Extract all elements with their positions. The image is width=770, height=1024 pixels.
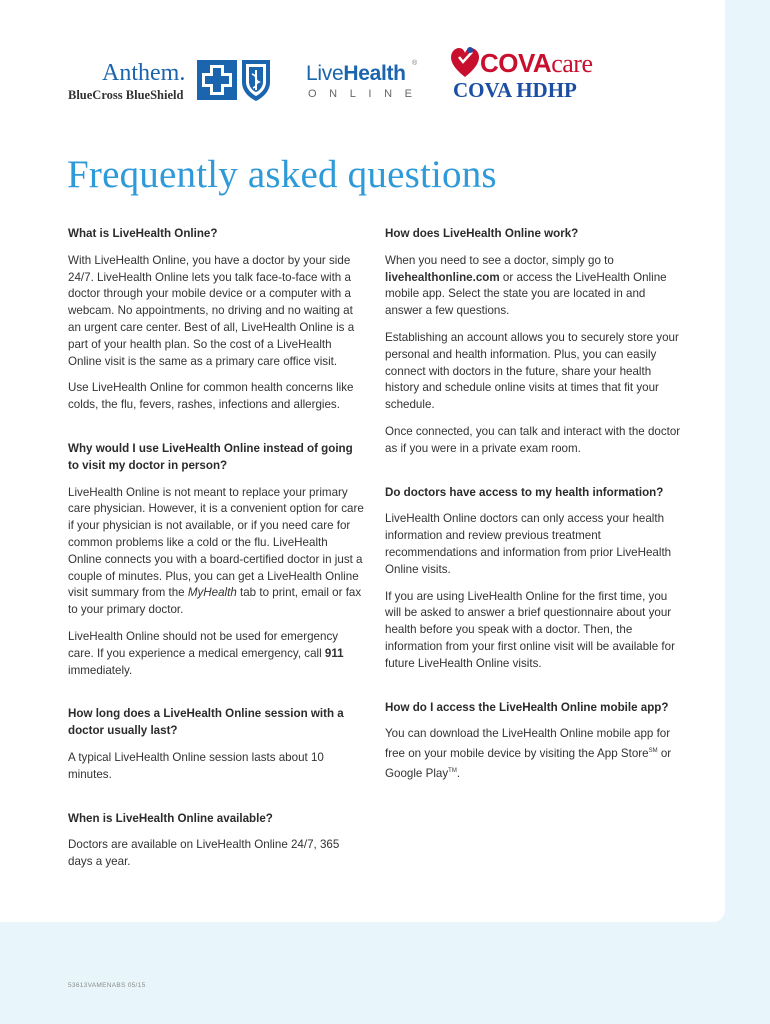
blue-shield-icon [240,58,272,102]
anthem-wordmark: Anthem. [102,60,186,86]
website-link[interactable]: livehealthonline.com [385,270,500,284]
livehealth-online-logo [306,60,426,104]
faq-answer: Once connected, you can talk and interact with the doctor as if you were in a private exam room. [385,424,681,455]
document-code: 53613VAMENABS 05/15 [68,982,146,989]
faq-question: What is LiveHealth Online? [68,227,218,240]
cova-hdhp-label: COVA HDHP [453,78,577,102]
faq-question: How do I access the LiveHealth Online mobile app? [385,700,669,714]
faq-answer: With LiveHealth Online, you have a doctor by your side 24/7. LiveHealth Online lets you talk face-to-face with a doctor through your mobile device or a computer with a webcam. No appointments, no driving and no waiting at an urgent care center. Best of all, LiveHealth Online is a part of your health plan. So the cost of a LiveHealth Online visit is the same as a primary care office visit. [68,253,355,368]
anthem-logo [66,56,276,106]
livehealth-wordmark: LiveHealth [306,62,406,85]
faq-answer: LiveHealth Online doctors can only access your health information and review previous treatment recommendations and information from prior LiveHealth Online visits. [385,512,672,576]
faq-answer: Establishing an account allows you to securely store your personal and health information. Plus, you can easily connect with doctors in the future, share your health history and schedule online visits at times that fit your schedule. [385,330,679,412]
covacare-logo [450,44,620,104]
livehealth-subtitle: ONLINE [308,88,425,100]
covacare-wordmark: COVAcare [480,48,593,78]
faq-answer: Use LiveHealth Online for common health concerns like colds, the flu, fevers, rashes, infections and allergies. [68,381,354,412]
page-title: Frequently asked questions [67,153,497,196]
faq-answer: If you are using LiveHealth Online for the first time, you will be asked to answer a brief questionnaire about your health before you speak with a doctor. Then, the information from your first online visit will be available for future LiveHealth Online visits. [385,589,675,670]
faq-answer: When you need to see a doctor, simply go to livehealthonline.com or access the LiveHealth Online mobile app. Select the state you are located in and answer a few questions. [385,253,667,318]
faq-question: Do doctors have access to my health information? [385,485,664,499]
registered-mark: ® [412,60,418,67]
faq-question: How long does a LiveHealth Online session with a doctor usually last? [68,707,344,738]
faq-right-column [385,226,685,792]
faq-question: How does LiveHealth Online work? [385,227,579,240]
faq-question: Why would I use LiveHealth Online instead of going to visit my doctor in person? [68,441,353,472]
blue-cross-icon [197,60,237,100]
faq-answer: LiveHealth Online is not meant to replace your primary care physician. However, it is a convenient option for care if your physician is not available, or if you need care for common problems like a cold or the flu. LiveHealth Online connects you with a board-certified doctor in just a couple of minutes. Plus, you can get a LiveHealth Online visit summary from the MyHealth tab to print, email or fax to your primary doctor. [68,485,364,617]
faq-answer: Doctors are available on LiveHealth Online 24/7, 365 days a year. [68,838,340,869]
faq-answer: LiveHealth Online should not be used for emergency care. If you experience a medical emergency, call 911 immediately. [68,629,344,677]
faq-left-column [68,226,364,881]
faq-question: When is LiveHealth Online available? [68,811,273,825]
faq-answer: You can download the LiveHealth Online mobile app for free on your mobile device by visiting the App Store℠ or Google Play™. [385,727,672,780]
heart-icon [450,46,480,80]
anthem-subtitle: BlueCross BlueShield [68,88,184,102]
faq-answer: A typical LiveHealth Online session lasts about 10 minutes. [68,750,324,781]
